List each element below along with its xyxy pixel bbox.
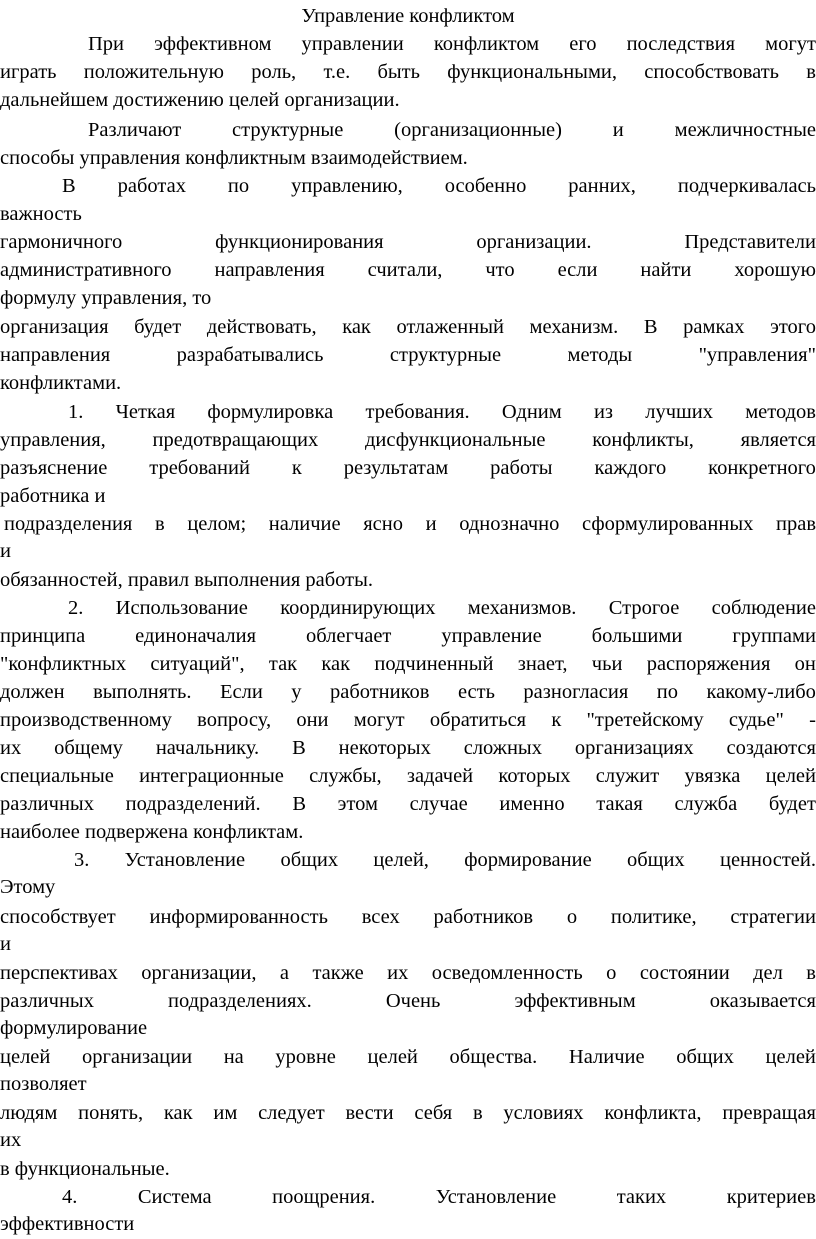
word: какому-либо bbox=[706, 681, 816, 703]
word: способствует bbox=[0, 906, 116, 928]
text-line bbox=[0, 958, 816, 988]
word: структурные bbox=[232, 119, 344, 141]
word: из bbox=[593, 401, 614, 423]
word: формулировка bbox=[207, 401, 334, 423]
word: "третейскому bbox=[586, 709, 704, 731]
text-line bbox=[0, 986, 816, 1016]
word: 4. bbox=[62, 1186, 78, 1208]
word: Одним bbox=[501, 401, 562, 423]
word: Наличие bbox=[568, 1046, 645, 1068]
text-line: позволяет bbox=[0, 1073, 87, 1095]
word: в bbox=[806, 61, 816, 83]
word: При bbox=[88, 33, 125, 55]
word: распоряжения bbox=[646, 653, 771, 675]
text-line: их bbox=[0, 1129, 22, 1151]
word: ранних, bbox=[568, 175, 636, 197]
word: управлению, bbox=[291, 175, 403, 197]
word: соблюдение bbox=[711, 597, 816, 619]
word: т.е. bbox=[323, 61, 351, 83]
word: на bbox=[223, 1046, 244, 1068]
text-line bbox=[62, 171, 816, 201]
word: эффективном bbox=[154, 33, 272, 55]
word: всех bbox=[361, 906, 400, 928]
text-line bbox=[0, 1098, 816, 1128]
word: им bbox=[213, 1102, 238, 1124]
word: такая bbox=[596, 793, 643, 815]
word: управления, bbox=[0, 429, 106, 451]
word: общих bbox=[626, 849, 685, 871]
text-line bbox=[0, 1042, 816, 1072]
word: и bbox=[425, 513, 437, 535]
text-line bbox=[0, 621, 816, 651]
word: он bbox=[794, 653, 816, 675]
word: ценностей. bbox=[719, 849, 816, 871]
word: В bbox=[292, 793, 306, 815]
word: гармоничного bbox=[0, 231, 123, 253]
word: в bbox=[155, 513, 165, 535]
word: могут bbox=[765, 33, 816, 55]
word: знает, bbox=[517, 653, 568, 675]
word: группами bbox=[732, 625, 816, 647]
text-line bbox=[0, 453, 816, 483]
word: служба bbox=[674, 793, 738, 815]
word: работников bbox=[433, 906, 534, 928]
word: работников bbox=[329, 681, 430, 703]
word: по bbox=[227, 175, 250, 197]
text-line bbox=[0, 677, 816, 707]
word: межличностные bbox=[674, 119, 816, 141]
word: большими bbox=[591, 625, 683, 647]
word: административного bbox=[0, 259, 172, 281]
word: является bbox=[740, 429, 816, 451]
word: каждого bbox=[594, 457, 667, 479]
word: будет bbox=[768, 793, 816, 815]
word: организации bbox=[82, 1046, 193, 1068]
word: их bbox=[387, 962, 409, 984]
word: 3. bbox=[74, 849, 90, 871]
text-line bbox=[0, 761, 816, 791]
text-line: Этому bbox=[0, 876, 56, 898]
word: формирование bbox=[464, 849, 592, 871]
word: дел bbox=[753, 962, 783, 984]
text-line bbox=[74, 845, 816, 875]
word: общества. bbox=[449, 1046, 538, 1068]
word: подразделений. bbox=[125, 793, 261, 815]
word: принципа bbox=[0, 625, 86, 647]
word: управление bbox=[441, 625, 542, 647]
word: однозначно bbox=[459, 513, 560, 535]
word: хорошую bbox=[734, 259, 816, 281]
word: состоянии bbox=[639, 962, 730, 984]
word: специальные bbox=[0, 765, 114, 787]
word: лучших bbox=[645, 401, 714, 423]
word: подразделения bbox=[4, 513, 133, 535]
word: информированность bbox=[149, 906, 328, 928]
word: уровне bbox=[275, 1046, 336, 1068]
word: механизмов. bbox=[467, 597, 577, 619]
word: интеграционные bbox=[139, 765, 284, 787]
word: подчеркивалась bbox=[677, 175, 816, 197]
word: целей, bbox=[373, 849, 429, 871]
word: службы, bbox=[309, 765, 382, 787]
word: считали, bbox=[367, 259, 443, 281]
word: также bbox=[312, 962, 364, 984]
word: его bbox=[569, 33, 597, 55]
word: Система bbox=[137, 1186, 212, 1208]
word: разногласия bbox=[523, 681, 629, 703]
text-line bbox=[62, 1182, 816, 1212]
word: сформулированных bbox=[582, 513, 754, 535]
word: Строгое bbox=[608, 597, 680, 619]
word: так bbox=[268, 653, 298, 675]
word: Четкая bbox=[115, 401, 176, 423]
word: они bbox=[296, 709, 329, 731]
word: людям bbox=[0, 1102, 58, 1124]
word: которых bbox=[498, 765, 571, 787]
word: о bbox=[566, 906, 578, 928]
word: увязка bbox=[684, 765, 741, 787]
word: Установление bbox=[124, 849, 246, 871]
word: ситуаций", bbox=[150, 653, 245, 675]
word: некоторых bbox=[338, 737, 431, 759]
word: организации, bbox=[141, 962, 257, 984]
word: (организационные) bbox=[394, 119, 562, 141]
text-line bbox=[0, 227, 816, 257]
word: функционирования bbox=[215, 231, 384, 253]
text-line bbox=[4, 509, 816, 539]
word: условиях bbox=[503, 1102, 584, 1124]
text-line: обязанностей, правил выполнения работы. bbox=[0, 569, 374, 591]
word: Использование bbox=[115, 597, 248, 619]
word: в bbox=[806, 962, 816, 984]
word: есть bbox=[457, 681, 495, 703]
text-line: способы управления конфликтным взаимодействием. bbox=[0, 147, 468, 169]
text-line: формулу управления, то bbox=[0, 287, 212, 309]
word: подчиненный bbox=[374, 653, 494, 675]
word: их bbox=[0, 737, 22, 759]
word: в bbox=[472, 1102, 483, 1124]
word: результатам bbox=[343, 457, 449, 479]
word: будет bbox=[134, 316, 182, 338]
text-line: работника и bbox=[0, 485, 106, 507]
word: о bbox=[606, 962, 617, 984]
word: могут bbox=[353, 709, 405, 731]
word: прав bbox=[776, 513, 816, 535]
word: начальнику. bbox=[155, 737, 260, 759]
text-line bbox=[68, 397, 816, 427]
word: предотвращающих bbox=[152, 429, 319, 451]
word: требований bbox=[149, 457, 250, 479]
text-line bbox=[0, 255, 816, 285]
word: последствия bbox=[626, 33, 736, 55]
word: себя bbox=[414, 1102, 453, 1124]
word: вести bbox=[345, 1102, 394, 1124]
word: Различают bbox=[88, 119, 182, 141]
word: работах bbox=[117, 175, 186, 197]
word: конкретного bbox=[708, 457, 816, 479]
word: Представители bbox=[684, 231, 816, 253]
word: превращая bbox=[722, 1102, 816, 1124]
word: методов bbox=[745, 401, 816, 423]
text-line bbox=[0, 312, 816, 342]
word: единоначалия bbox=[135, 625, 257, 647]
text-line bbox=[0, 57, 816, 87]
text-line bbox=[0, 425, 816, 455]
text-line bbox=[0, 902, 816, 932]
word: найти bbox=[640, 259, 692, 281]
word: целей bbox=[765, 1046, 816, 1068]
word: быть bbox=[377, 61, 420, 83]
word: - bbox=[809, 709, 816, 731]
word: облегчает bbox=[306, 625, 392, 647]
word: разрабатывались bbox=[176, 344, 324, 366]
word: организации. bbox=[476, 231, 592, 253]
text-line bbox=[88, 29, 816, 59]
word: положительную bbox=[83, 61, 224, 83]
word: работы bbox=[490, 457, 553, 479]
word: "управления" bbox=[698, 344, 816, 366]
word: случае bbox=[409, 793, 468, 815]
word: а bbox=[279, 962, 290, 984]
text-line: эффективности bbox=[0, 1213, 135, 1235]
word: организациях bbox=[574, 737, 694, 759]
text-line bbox=[0, 733, 816, 763]
word: как bbox=[321, 653, 351, 675]
word: Установление bbox=[435, 1186, 557, 1208]
word: как bbox=[163, 1102, 193, 1124]
word: чьи bbox=[591, 653, 623, 675]
word: конфликта, bbox=[604, 1102, 702, 1124]
text-line bbox=[0, 789, 816, 819]
word: конфликты, bbox=[592, 429, 694, 451]
word: различных bbox=[0, 793, 94, 815]
word: обратиться bbox=[429, 709, 527, 731]
text-line: формулирование bbox=[0, 1017, 148, 1039]
word: ясно bbox=[363, 513, 403, 535]
word: способствовать bbox=[644, 61, 780, 83]
text-line: и bbox=[0, 540, 11, 562]
word: общих bbox=[676, 1046, 734, 1068]
word: перспективах bbox=[0, 962, 118, 984]
word: поощрения. bbox=[272, 1186, 376, 1208]
word: структурные bbox=[389, 344, 502, 366]
word: по bbox=[656, 681, 678, 703]
text-line: и bbox=[0, 933, 11, 955]
word: таких bbox=[616, 1186, 667, 1208]
word: целом; bbox=[187, 513, 247, 535]
word: этом bbox=[337, 793, 378, 815]
word: направления bbox=[214, 259, 325, 281]
text-line bbox=[0, 705, 816, 735]
word: и bbox=[612, 119, 624, 141]
word: следует bbox=[258, 1102, 325, 1124]
word: общему bbox=[54, 737, 123, 759]
word: функциональными, bbox=[447, 61, 618, 83]
word: вопросу, bbox=[197, 709, 272, 731]
word: сложных bbox=[463, 737, 542, 759]
word: координирующих bbox=[280, 597, 436, 619]
word: осведомленность bbox=[431, 962, 583, 984]
word: рамках bbox=[683, 316, 745, 338]
word: направления bbox=[0, 344, 111, 366]
word: создаются bbox=[726, 737, 816, 759]
word: выполнять. bbox=[93, 681, 192, 703]
text-line bbox=[88, 115, 816, 145]
word: у bbox=[291, 681, 302, 703]
word: действовать, bbox=[206, 316, 317, 338]
word: служит bbox=[595, 765, 660, 787]
word: особенно bbox=[444, 175, 527, 197]
word: управлении bbox=[301, 33, 404, 55]
text-line bbox=[68, 593, 816, 623]
word: должен bbox=[0, 681, 65, 703]
word: В bbox=[292, 737, 306, 759]
word: конфликтом bbox=[433, 33, 540, 55]
text-line bbox=[0, 649, 816, 679]
text-line: дальнейшем достижению целей организации. bbox=[0, 89, 400, 111]
word: понять, bbox=[78, 1102, 144, 1124]
word: отлаженный bbox=[396, 316, 504, 338]
word: политике, bbox=[610, 906, 697, 928]
word: требования. bbox=[365, 401, 470, 423]
word: этого bbox=[770, 316, 816, 338]
word: целей bbox=[367, 1046, 418, 1068]
word: методы bbox=[567, 344, 633, 366]
word: именно bbox=[499, 793, 565, 815]
word: механизм. bbox=[529, 316, 619, 338]
word: организация bbox=[0, 316, 109, 338]
text-line: наиболее подвержена конфликтам. bbox=[0, 821, 304, 843]
word: "конфликтных bbox=[0, 653, 127, 675]
word: общих bbox=[280, 849, 339, 871]
word: Очень bbox=[385, 990, 441, 1012]
word: разъяснение bbox=[0, 457, 108, 479]
text-line: важность bbox=[0, 203, 82, 225]
word: если bbox=[557, 259, 598, 281]
word: В bbox=[62, 175, 76, 197]
word: дисфункциональные bbox=[364, 429, 546, 451]
text-line: в функциональные. bbox=[0, 1158, 170, 1180]
word: оказывается bbox=[709, 990, 816, 1012]
word: к bbox=[291, 457, 302, 479]
word: 2. bbox=[68, 597, 84, 619]
word: судье" bbox=[728, 709, 784, 731]
text-line bbox=[0, 340, 816, 370]
word: задачей bbox=[406, 765, 474, 787]
word: целей bbox=[765, 765, 816, 787]
word: стратегии bbox=[730, 906, 816, 928]
word: что bbox=[485, 259, 515, 281]
word: к bbox=[551, 709, 562, 731]
word: Если bbox=[219, 681, 263, 703]
word: В bbox=[643, 316, 658, 338]
word: подразделениях. bbox=[168, 990, 312, 1012]
word: эффективным bbox=[514, 990, 636, 1012]
word: критериев bbox=[726, 1186, 816, 1208]
word: различных bbox=[0, 990, 94, 1012]
word: целей bbox=[0, 1046, 51, 1068]
word: производственному bbox=[0, 709, 172, 731]
word: играть bbox=[0, 61, 57, 83]
word: наличие bbox=[268, 513, 341, 535]
text-line: конфликтами. bbox=[0, 372, 122, 394]
word: 1. bbox=[68, 401, 84, 423]
word: как bbox=[342, 316, 371, 338]
page-title: Управление конфликтом bbox=[301, 5, 515, 27]
word: роль, bbox=[251, 61, 297, 83]
